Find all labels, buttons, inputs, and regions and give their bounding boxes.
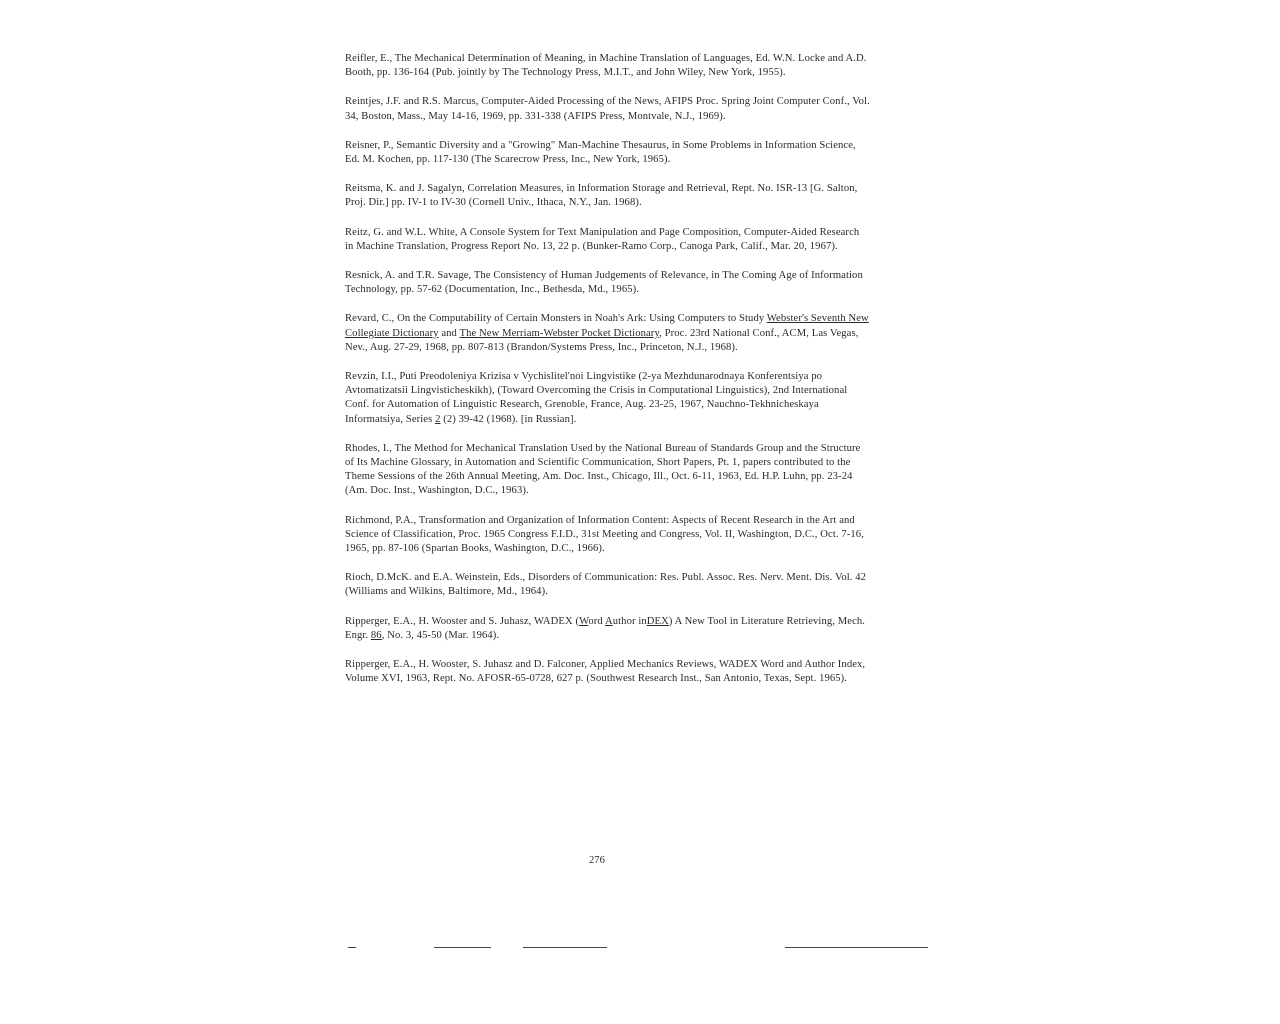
underlined-text: A <box>604 615 613 627</box>
reference-entry <box>345 615 870 643</box>
reference-entry <box>345 139 870 167</box>
reference-text: Rhodes, I., The Method for Mechanical Translation Used by the National Bureau of Standards Group and the Structure of Its Machine Glossary, in Automation and Scientific Communication, Short Papers, Pt. 1, papers contributed to the Theme Sessions of the 26th Annual Meeting, Am. Doc. Inst., Chicago, Ill., Oct. 6-11, 1963, Ed. H.P. Luhn, pp. 23-24 (Am. Doc. Inst., Washington, D.C., 1963). <box>345 442 861 497</box>
underlined-text: DEX <box>646 615 669 627</box>
underlined-text: 86 <box>370 629 382 641</box>
reference-text: Revard, C., On the Computability of Certain Monsters in Noah's Ark: Using Computers to Study <box>345 313 767 325</box>
reference-text: and <box>438 327 460 339</box>
reference-entry <box>345 442 870 499</box>
reference-entry <box>345 52 870 80</box>
reference-text: Ripperger, E.A., H. Wooster and S. Juhasz, WADEX ( <box>345 615 580 627</box>
reference-text: Reintjes, J.F. and R.S. Marcus, Computer-Aided Processing of the News, AFIPS Proc. Spring Joint Computer Conf., Vol. 34, Boston, Mass., May 14-16, 1969, pp. 331-338 (AFIPS Press, Montvale, N.J., 1969). <box>345 96 870 122</box>
reference-text: Reifler, E., The Mechanical Determination of Meaning, in Machine Translation of Languages, Ed. W.N. Locke and A.D. Booth, pp. 136-164 (Pub. jointly by The Technology Press, M.I.T., and John Wiley, New York, 1955). <box>345 53 867 79</box>
reference-text: uthor in <box>612 615 647 627</box>
reference-list <box>345 52 870 702</box>
reference-text: Revzin, I.I., Puti Preodoleniya Krizisa v Vychislitel'noi Lingvistike (2-ya Mezhdunarodnaya Konferentsiya po Avtomatizatsii Lingvisticheskikh), (Toward Overcoming the Crisis in Computational Linguistics), 2nd International Conf. for Automation of Linguistic Research, Grenoble, France, Aug. 23-25, 1967, Nauchno-Tekhnicheskaya Informatsiya, Series <box>345 371 848 425</box>
underlined-text: The New Merriam-Webster Pocket Dictionary <box>459 327 660 339</box>
reference-text: (2) 39-42 (1968). [in Russian]. <box>440 413 577 425</box>
reference-text: Ripperger, E.A., H. Wooster, S. Juhasz and D. Falconer, Applied Mechanics Reviews, WADEX Word and Author Index, Volume XVI, 1963, Rept. No. AFOSR-65-0728, 627 p. (Southwest Research Inst., San Antonio, Texas, Sept. 1965). <box>345 659 866 685</box>
footer-rule <box>785 947 928 948</box>
reference-entry <box>345 312 870 355</box>
reference-entry <box>345 571 870 599</box>
reference-text: Reitsma, K. and J. Sagalyn, Correlation Measures, in Information Storage and Retrieval, Rept. No. ISR-13 [G. Salton, Proj. Dir.] pp. IV-1 to IV-30 (Cornell Univ., Ithaca, N.Y., Jan. 1968). <box>345 183 858 209</box>
reference-text: Reisner, P., Semantic Diversity and a "Growing" Man-Machine Thesaurus, in Some Problems in Information Science, Ed. M. Kochen, pp. 117-130 (The Scarecrow Press, Inc., New York, 1965). <box>345 139 856 166</box>
reference-entry <box>345 370 870 427</box>
underlined-text: 2 <box>435 413 441 425</box>
reference-entry <box>345 226 870 254</box>
reference-text: ord <box>588 615 605 627</box>
reference-text: Resnick, A. and T.R. Savage, The Consistency of Human Judgements of Relevance, in The Coming Age of Information Technology, pp. 57-62 (Documentation, Inc., Bethesda, Md., 1965). <box>345 270 863 296</box>
reference-entry <box>345 658 870 686</box>
reference-entry <box>345 182 870 210</box>
reference-text: , No. 3, 45-50 (Mar. 1964). <box>381 629 500 641</box>
reference-entry <box>345 269 870 297</box>
underlined-text: W <box>579 615 589 627</box>
reference-text: Rioch, D.McK. and E.A. Weinstein, Eds., Disorders of Communication: Res. Publ. Assoc. Res. Nerv. Ment. Dis. Vol. 42 (Williams and Wilkins, Baltimore, Md., 1964). <box>345 572 867 598</box>
reference-text: Richmond, P.A., Transformation and Organization of Information Content: Aspects of Recent Research in the Art and Science of Classification, Proc. 1965 Congress F.I.D., 31st Meeting and Congress, Vol. II, Washington, D.C., Oct. 7-16, 1965, pp. 87-106 (Spartan Books, Washington, D.C., 1966). <box>345 514 864 555</box>
page-number: 276 <box>589 855 605 866</box>
footer-rule <box>434 947 491 948</box>
footer-rule <box>348 947 356 948</box>
underlined-text: Webster's Seventh New Collegiate Dictionary <box>345 313 869 339</box>
reference-text: ) A New Tool in Literature Retrieving, Mech. Engr. <box>345 615 866 641</box>
reference-entry <box>345 514 870 557</box>
reference-entry <box>345 95 870 123</box>
reference-text: Reitz, G. and W.L. White, A Console System for Text Manipulation and Page Composition, Computer-Aided Research in Machine Translation, Progress Report No. 13, 22 p. (Bunker-Ramo Corp., Canoga Park, Calif., Mar. 20, 1967). <box>345 226 860 252</box>
reference-text: , Proc. 23rd National Conf., ACM, Las Vegas, Nev., Aug. 27-29, 1968, pp. 807-813 (Brandon/Systems Press, Inc., Princeton, N.J., 1968). <box>345 327 859 353</box>
footer-rule <box>523 947 607 948</box>
